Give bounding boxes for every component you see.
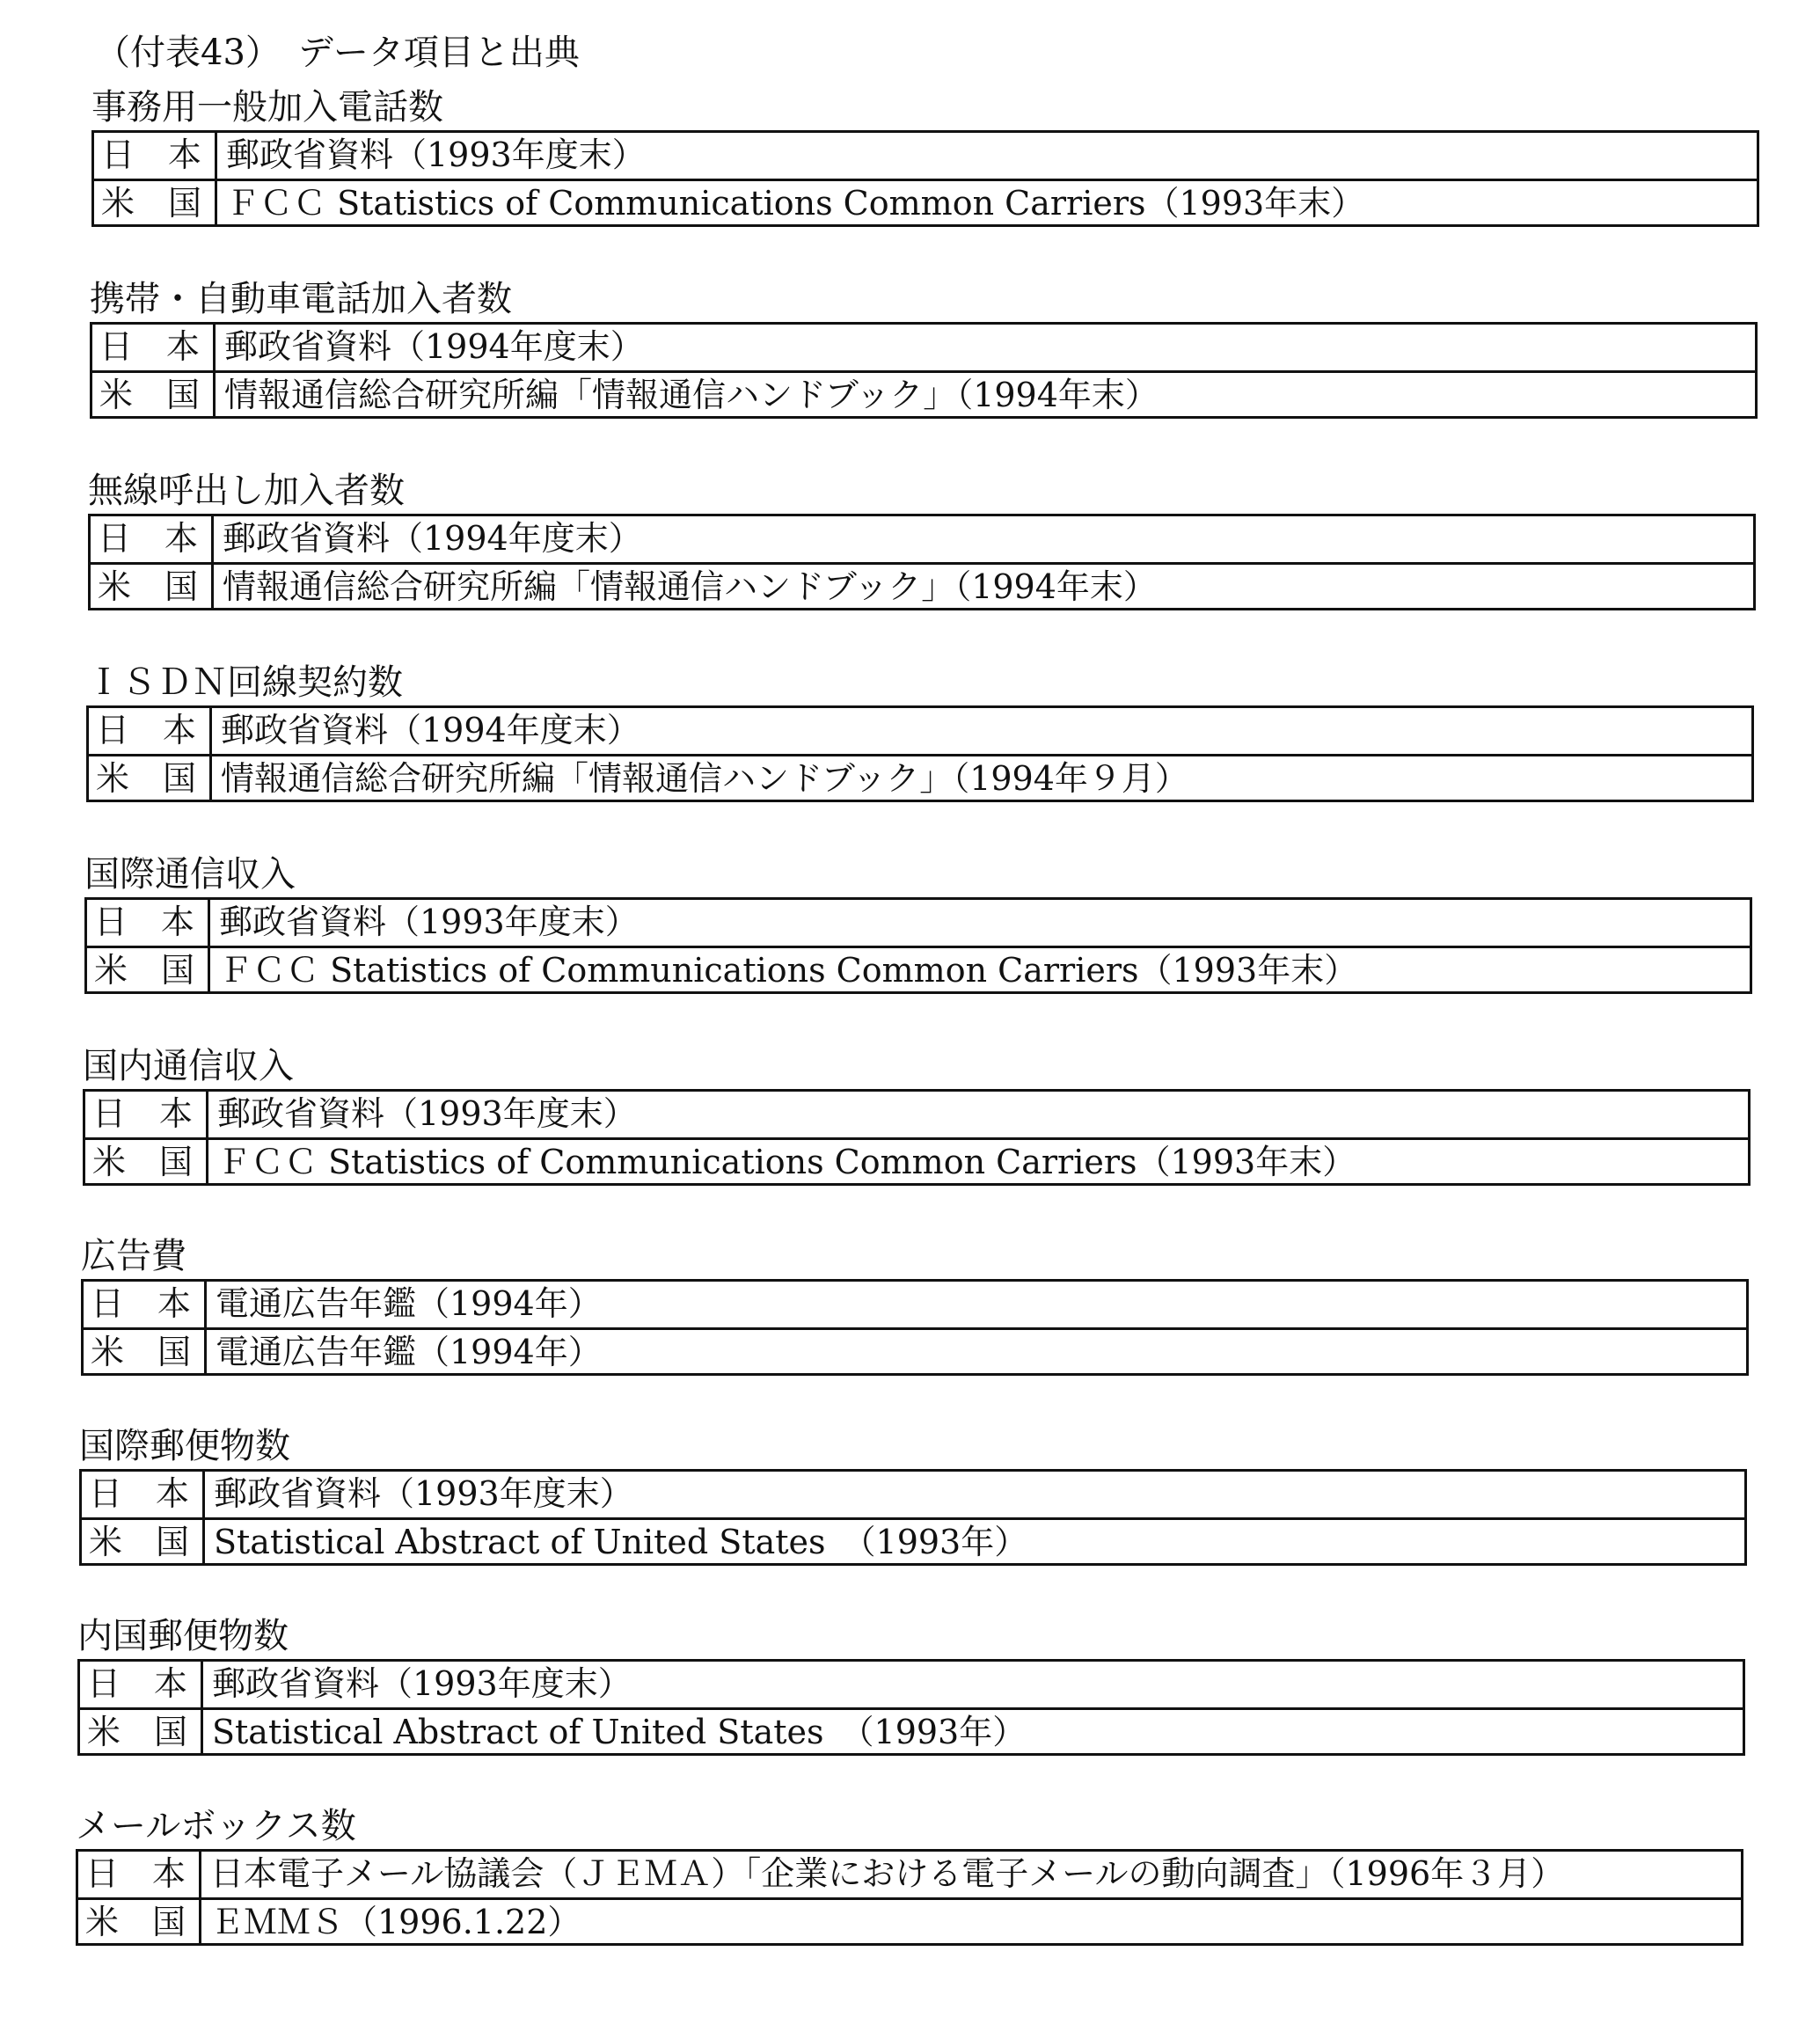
- section-domestic-mail: [77, 1613, 1745, 1756]
- country-cell: 米 国: [80, 1710, 203, 1753]
- table-row: [92, 325, 1755, 370]
- source-table: [79, 1469, 1747, 1566]
- source-cell: 郵政省資料（1993年度末）: [214, 1474, 633, 1513]
- table-row: [87, 946, 1750, 991]
- country-cell: 米 国: [84, 1330, 207, 1373]
- country-cell: 米 国: [85, 1140, 208, 1183]
- source-cell: ＦＣＣ Statistics of Communications Common Carriers（1993年末）: [217, 1143, 1356, 1181]
- section-international-mail: [79, 1423, 1747, 1566]
- source-table: [76, 1849, 1743, 1946]
- table-row: [82, 1472, 1744, 1517]
- country-cell: 日 本: [91, 516, 214, 562]
- source-table: [91, 130, 1759, 227]
- table-row: [89, 754, 1751, 800]
- table-row: [94, 133, 1757, 179]
- section-heading: 国際通信収入: [84, 854, 296, 895]
- section-international-revenue: [84, 851, 1752, 994]
- table-row: [80, 1662, 1743, 1707]
- country-cell: 米 国: [87, 948, 210, 991]
- table-row: [92, 370, 1755, 416]
- source-cell: 情報通信総合研究所編「情報通信ハンドブック」（1994年９月）: [221, 759, 1188, 798]
- country-cell: 日 本: [85, 1092, 208, 1137]
- section-heading: ＩＳＤＮ回線契約数: [86, 662, 403, 703]
- table-row: [89, 708, 1751, 754]
- section-heading: 国際郵便物数: [79, 1426, 290, 1466]
- source-cell: Statistical Abstract of United States （1993年）: [212, 1713, 1027, 1751]
- country-cell: 日 本: [82, 1472, 205, 1517]
- section-mobile-phone: [90, 276, 1758, 419]
- source-cell: 電通広告年鑑（1994年）: [216, 1333, 602, 1371]
- country-cell: 米 国: [89, 756, 212, 800]
- source-cell: 郵政省資料（1993年度末）: [212, 1664, 632, 1703]
- source-cell: 郵政省資料（1994年度末）: [223, 519, 642, 558]
- section-heading: 広告費: [81, 1236, 186, 1276]
- table-row: [78, 1852, 1741, 1897]
- section-heading: 事務用一般加入電話数: [91, 87, 443, 128]
- source-cell: 電通広告年鑑（1994年）: [216, 1284, 602, 1323]
- table-row: [80, 1707, 1743, 1753]
- source-cell: 日本電子メール協議会（ＪＥＭＡ）「企業における電子メールの動向調査」（1996年３月）: [210, 1854, 1565, 1893]
- section-domestic-revenue: [83, 1043, 1751, 1186]
- section-isdn: [86, 660, 1754, 802]
- table-row: [85, 1137, 1748, 1183]
- country-cell: 米 国: [91, 565, 214, 608]
- source-cell: Statistical Abstract of United States （1993年）: [214, 1523, 1028, 1561]
- country-cell: 日 本: [78, 1852, 201, 1897]
- source-cell: ＦＣＣ Statistics of Communications Common Carriers（1993年末）: [219, 951, 1358, 990]
- table-row: [91, 562, 1753, 608]
- country-cell: 日 本: [92, 325, 216, 370]
- country-cell: 米 国: [92, 373, 216, 416]
- section-heading: メールボックス数: [76, 1806, 356, 1846]
- country-cell: 日 本: [80, 1662, 203, 1707]
- table-row: [78, 1897, 1741, 1943]
- country-cell: 米 国: [82, 1520, 205, 1563]
- source-cell: ＥＭＭＳ（1996.1.22）: [210, 1903, 581, 1941]
- source-cell: ＦＣＣ Statistics of Communications Common Carriers（1993年末）: [226, 184, 1365, 223]
- source-table: [86, 705, 1754, 802]
- country-cell: 日 本: [89, 708, 212, 754]
- section-heading: 無線呼出し加入者数: [88, 471, 405, 511]
- source-table: [90, 322, 1758, 419]
- document-title: （付表43） データ項目と出典: [95, 33, 580, 73]
- section-heading: 携帯・自動車電話加入者数: [90, 279, 512, 319]
- section-pager: [88, 468, 1756, 610]
- source-cell: 情報通信総合研究所編「情報通信ハンドブック」（1994年末）: [223, 567, 1157, 606]
- table-row: [84, 1327, 1746, 1373]
- country-cell: 日 本: [94, 133, 217, 179]
- source-table: [77, 1659, 1745, 1756]
- source-table: [88, 514, 1756, 610]
- table-row: [82, 1517, 1744, 1563]
- table-row: [85, 1092, 1748, 1137]
- section-heading: 内国郵便物数: [77, 1616, 289, 1656]
- section-mailboxes: [76, 1803, 1743, 1946]
- country-cell: 日 本: [84, 1282, 207, 1327]
- table-row: [87, 900, 1750, 946]
- section-advertising: [81, 1233, 1749, 1376]
- country-cell: 日 本: [87, 900, 210, 946]
- country-cell: 米 国: [78, 1900, 201, 1943]
- section-heading: 国内通信収入: [83, 1046, 294, 1086]
- country-cell: 米 国: [94, 181, 217, 224]
- source-table: [81, 1279, 1749, 1376]
- section-business-telephone: [91, 84, 1759, 227]
- source-cell: 郵政省資料（1993年度末）: [219, 903, 639, 941]
- source-cell: 郵政省資料（1994年度末）: [221, 711, 640, 749]
- table-row: [84, 1282, 1746, 1327]
- source-cell: 郵政省資料（1994年度末）: [224, 327, 644, 366]
- table-row: [91, 516, 1753, 562]
- source-cell: 郵政省資料（1993年度末）: [217, 1094, 637, 1133]
- table-row: [94, 179, 1757, 224]
- source-table: [84, 897, 1752, 994]
- source-table: [83, 1089, 1751, 1186]
- source-cell: 郵政省資料（1993年度末）: [226, 135, 646, 174]
- source-cell: 情報通信総合研究所編「情報通信ハンドブック」（1994年末）: [224, 376, 1159, 414]
